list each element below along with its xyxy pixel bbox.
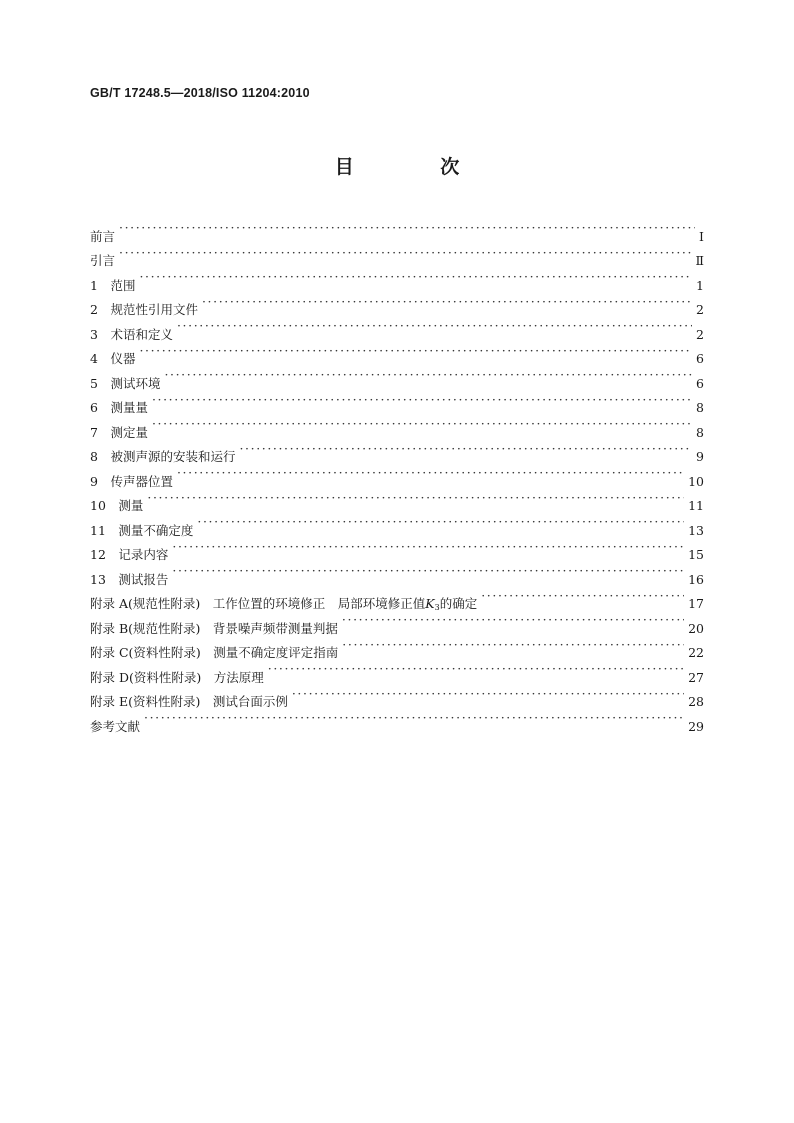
dot-leader	[342, 633, 684, 658]
dot-leader	[139, 265, 692, 290]
dot-leader	[144, 706, 684, 731]
toc-entry-13-test-report[interactable]	[90, 559, 704, 587]
toc-entry-label: 13 测试报告	[90, 571, 169, 587]
toc-entry-bibliography[interactable]	[90, 706, 704, 734]
toc-entry-label-suffix: 的确定	[439, 596, 478, 611]
toc-entry-label: 10 测量	[90, 498, 144, 513]
toc-entry-label: 5 测试环境	[90, 375, 161, 391]
toc-entry-foreword[interactable]	[90, 216, 704, 244]
dot-leader	[268, 657, 684, 682]
toc-entry-label: 12 记录内容	[90, 547, 169, 562]
toc-entry-label: 附录 D(资料性附录) 方法原理	[90, 669, 264, 685]
toc-entry-page: 20	[688, 620, 704, 636]
dot-leader	[342, 608, 684, 633]
toc-entry-label-text: 附录 A(规范性附录) 工作位置的环境修正 局部环境修正值	[90, 596, 426, 611]
toc-entry-page: 27	[688, 669, 704, 685]
dot-leader	[139, 339, 692, 364]
toc-entry-label: 引言	[90, 253, 116, 268]
toc-entry-page: 9	[696, 449, 704, 464]
toc-entry-introduction[interactable]	[90, 241, 704, 266]
toc-entry-label: 3 术语和定义	[90, 326, 173, 342]
toc-entry-8-installation[interactable]	[90, 437, 704, 462]
toc-entry-page: 13	[688, 522, 704, 538]
dot-leader	[292, 682, 684, 707]
toc-entry-label: 附录 C(资料性附录) 测量不确定度评定指南	[90, 645, 339, 660]
toc-entry-9-microphone-positions[interactable]	[90, 461, 704, 489]
toc-entry-1-scope[interactable]	[90, 265, 704, 293]
toc-entry-page: 8	[696, 424, 704, 440]
toc-entry-page: 11	[688, 498, 704, 513]
toc-entry-label: 1 范围	[90, 277, 136, 293]
toc-entry-label: 4 仪器	[90, 351, 136, 366]
dot-leader	[164, 363, 692, 388]
dot-leader	[177, 314, 692, 339]
toc-entry-2-normative-references[interactable]	[90, 290, 704, 315]
toc-entry-page: 6	[696, 375, 704, 391]
dot-leader	[152, 412, 692, 437]
toc-entry-page: 15	[688, 547, 704, 562]
dot-leader	[119, 241, 691, 266]
k3-symbol: K	[425, 596, 435, 611]
toc-entry-label: 11 测量不确定度	[90, 522, 194, 538]
toc-entry-4-instruments[interactable]	[90, 339, 704, 364]
dot-leader	[119, 216, 695, 241]
toc-entry-page: 2	[696, 326, 704, 342]
toc-entry-11-uncertainty[interactable]	[90, 510, 704, 538]
toc-entry-label: 6 测量量	[90, 400, 148, 415]
toc-title: 目 次	[334, 156, 500, 178]
toc-entry-label: 9 传声器位置	[90, 473, 173, 489]
toc-entry-page: 10	[688, 473, 704, 489]
dot-leader	[197, 510, 684, 535]
toc-entry-page: 6	[696, 351, 704, 366]
toc-entry-10-measurement[interactable]	[90, 486, 704, 511]
toc-entry-annex-a[interactable]	[90, 584, 704, 612]
toc-entry-page: 2	[696, 302, 704, 317]
toc-entry-page: 17	[688, 596, 704, 611]
dot-leader	[202, 290, 692, 315]
toc-entry-12-records[interactable]	[90, 535, 704, 560]
toc-entry-page: 16	[688, 571, 704, 587]
toc-entry-6-measurands[interactable]	[90, 388, 704, 413]
dot-leader	[147, 486, 684, 511]
dot-leader	[481, 584, 684, 609]
standard-code-header: GB/T 17248.5—2018/ISO 11204:2010	[90, 86, 310, 100]
toc-entry-label: 7 测定量	[90, 424, 148, 440]
dot-leader	[172, 535, 684, 560]
toc-entry-page: 8	[696, 400, 704, 415]
toc-entry-5-test-environment[interactable]	[90, 363, 704, 391]
toc-entry-label: 附录 E(资料性附录) 测试台面示例	[90, 694, 288, 709]
dot-leader	[172, 559, 684, 584]
toc-entry-3-terms[interactable]	[90, 314, 704, 342]
k3-subscript: 3	[434, 603, 440, 612]
table-of-contents	[90, 216, 704, 734]
toc-entry-label: 2 规范性引用文件	[90, 302, 198, 317]
toc-entry-7-determined-quantities[interactable]	[90, 412, 704, 440]
toc-entry-label: 附录 B(规范性附录) 背景噪声频带测量判据	[90, 620, 338, 636]
toc-entry-page: Ⅰ	[699, 228, 704, 244]
toc-entry-label: 前言	[90, 228, 116, 244]
toc-entry-label: 参考文献	[90, 718, 141, 734]
toc-entry-page: 29	[688, 718, 704, 734]
dot-leader	[239, 437, 692, 462]
toc-entry-page: Ⅱ	[695, 253, 704, 268]
toc-entry-page: 28	[688, 694, 704, 709]
dot-leader	[152, 388, 692, 413]
toc-entry-label: 8 被测声源的安装和运行	[90, 449, 236, 464]
toc-entry-page: 22	[688, 645, 704, 660]
toc-entry-page: 1	[696, 277, 704, 293]
dot-leader	[177, 461, 684, 486]
